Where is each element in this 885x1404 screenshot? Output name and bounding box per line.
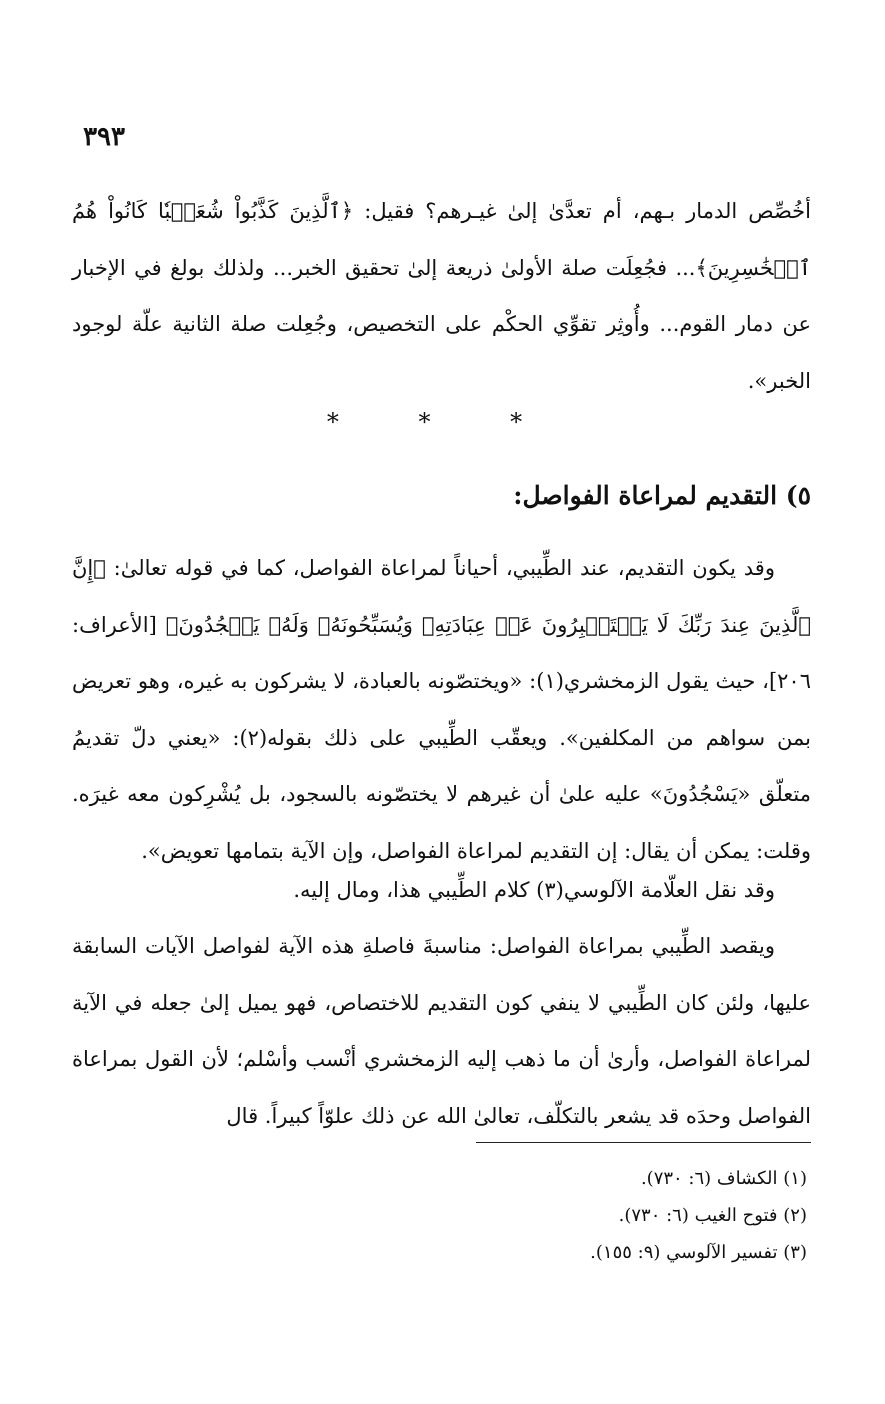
- paragraph-text: أخُصِّص الدمار بـهم، أم تعدَّىٰ إلىٰ غيـرهم؟ فقيل: ﴿ٱلَّذِينَ كَذَّبُواْ شُعَيۡبٗا كَانُواْ هُمُ ٱلۡخَٰسِرِينَ﴾... فجُعِلَت صلة الأولىٰ ذريعة إلىٰ تحقيق الخبر... ولذلك بولغ في الإخبار عن دمار القوم... وأُوثِر تقوِّي الحكْم على التخصيص، وجُعِلت صلة الثانية علّة لوجود الخبر».: [72, 199, 811, 393]
- paragraph-continuation: [72, 183, 811, 409]
- section-separator: * * *: [326, 408, 559, 436]
- paragraph-text: وقد يكون التقديم، عند الطِّيبي، أحياناً لمراعاة الفواصل، كما في قوله تعالىٰ: ﴿إِنَّ ٱلَّذِينَ عِندَ رَبِّكَ لَا يَسۡتَكۡبِرُونَ عَنۡ عِبَادَتِهِۦ وَيُسَبِّحُونَهُۥ وَلَهُۥ يَسۡجُدُونَ﴾ [الأعراف: ٢٠٦]، حيث يقول الزمخشري(١): «ويختصّونه بالعبادة، لا يشركون به غيره، وهو تعريض بمن سواهم من المكلفين». ويعقّب الطِّيبي على ذلك بقوله(٢): «يعني دلّ تقديمُ متعلّق «يَسْجُدُونَ» عليه علىٰ أن غيرهم لا يختصّونه بالسجود، بل يُشْرِكون معه غيرَه. وقلت: يمكن أن يقال: إن التقديم لمراعاة الفواصل، وإن الآية بتمامها تعويض».: [72, 556, 811, 863]
- paragraph-explanation: [72, 918, 811, 1144]
- paragraph-fawasil: [72, 540, 811, 879]
- paragraph-text: وقد نقل العلّامة الآلوسي(٣) كلام الطِّيبي هذا، ومال إليه.: [293, 878, 775, 902]
- footnote-1: (١) الكشاف (٦: ٧٣٠).: [640, 1168, 807, 1189]
- footnote-3: (٣) تفسير الآلوسي (٩: ١٥٥).: [590, 1242, 807, 1263]
- footnote-2: (٢) فتوح الغيب (٦: ٧٣٠).: [618, 1205, 807, 1226]
- footnotes: [590, 1160, 807, 1271]
- page-number: ٣٩٣: [83, 122, 125, 152]
- footnote-divider: [476, 1142, 811, 1143]
- paragraph-alusi: [72, 862, 811, 919]
- section-heading: ٥) التقديم لمراعاة الفواصل:: [513, 481, 811, 510]
- paragraph-text: ويقصد الطِّيبي بمراعاة الفواصل: مناسبةَ فاصلةِ هذه الآية لفواصل الآيات السابقة عليها، ولئن كان الطِّيبي لا ينفي كون التقديم للاختصاص، فهو يميل إلىٰ جعله في الآية لمراعاة الفواصل، وأرىٰ أن ما ذهب إليه الزمخشري أنْسب وأسْلم؛ لأن القول بمراعاة الفواصل وحدَه قد يشعر بالتكلّف، تعالىٰ الله عن ذلك علوّاً كبيراً. قال: [72, 934, 811, 1128]
